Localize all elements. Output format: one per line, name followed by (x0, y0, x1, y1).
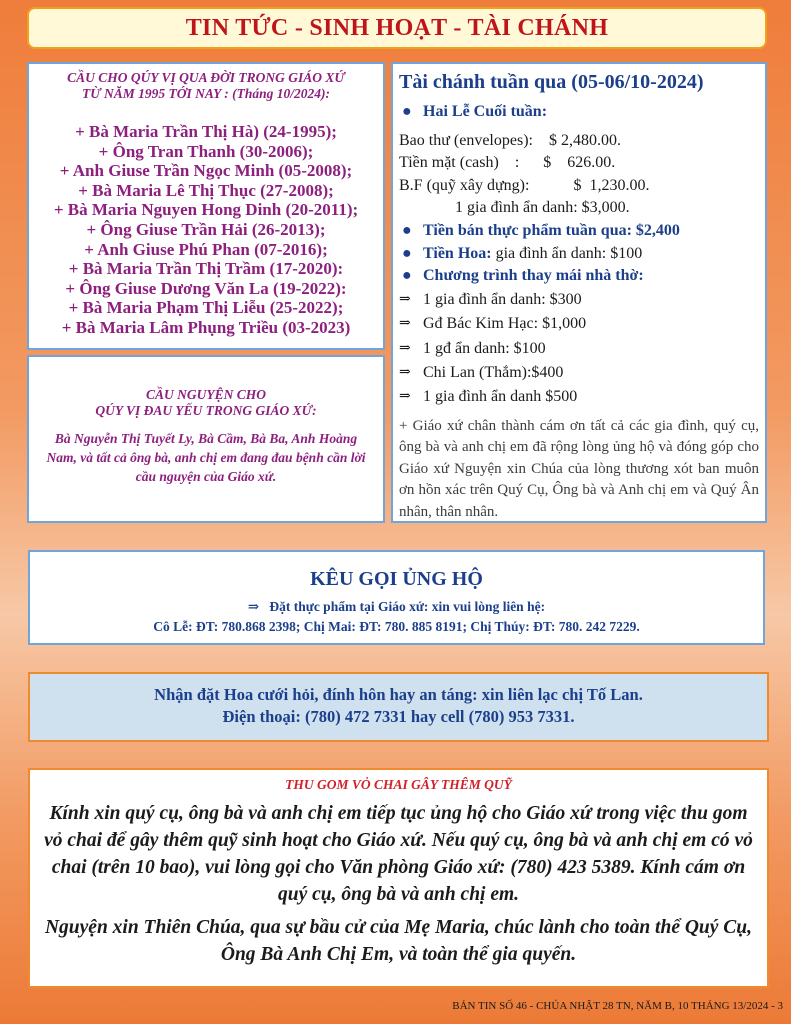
finance-cash: Tiền mặt (cash) : $ 626.00. (399, 154, 616, 172)
roof-donation (399, 288, 759, 312)
bottle-paragraph-2: Nguyện xin Thiên Chúa, qua sự bầu cử của Mẹ Maria, chúc lành cho toàn thể Quý Cụ, Ông Bà Anh Chị Em, và toàn thể gia quyến. (44, 917, 753, 965)
finance-weekend-label: Hai Lễ Cuối tuần: (423, 103, 548, 120)
memorial-name: + Bà Maria Phạm Thị Liễu (25-2022); (68, 298, 344, 318)
arrow-icon: ⇒ (399, 316, 411, 332)
memorial-name: + Bà Maria Nguyen Hong Dinh (20-2011); (53, 200, 359, 220)
arrow-icon: ⇒ (399, 389, 411, 405)
appeal-contacts: Cô Lễ: ĐT: 780.868 2398; Chị Mai: ĐT: 780. 885 8191; Chị Thúy: ĐT: 780. 242 7229. (153, 619, 640, 634)
prayer-heading-1: CẦU NGUYỆN CHO (145, 387, 266, 402)
finance-anonymous: 1 gia đình ẩn danh: $3,000. (455, 199, 630, 217)
memorial-name: + Anh Giuse Phú Phan (07-2016); (84, 239, 328, 259)
finance-building-fund: B.F (quỹ xây dựng): $ 1,230.00. (399, 176, 650, 194)
roof-donation-text: Gđ Bác Kim Hạc: $1,000 (423, 315, 587, 333)
memorial-name: + Ông Tran Thanh (30-2006); (98, 141, 314, 161)
roof-donation-text: 1 gđ ẩn danh: $100 (423, 339, 546, 357)
appeal-title: KÊU GỌI ỦNG HỘ (310, 568, 483, 590)
memorial-section (27, 62, 385, 350)
finance-envelopes: Bao thư (envelopes): $ 2,480.00. (399, 131, 621, 149)
memorial-name: + Bà Maria Lê Thị Thục (27-2008); (78, 180, 334, 200)
memorial-name: + Bà Maria Lâm Phụng Triều (03-2023) (61, 317, 351, 337)
page-footer: BẢN TIN SỐ 46 - CHÚA NHẬT 28 TN, NĂM B, 10 THÁNG 13/2024 - 3 (452, 1000, 783, 1012)
roof-donation (399, 337, 759, 361)
finance-flower-item (399, 243, 759, 266)
arrow-icon: ⇒ (399, 340, 411, 356)
flower-order-line-1: Nhận đặt Hoa cưới hỏi, đính hôn hay an táng: xin liên lạc chị Tố Lan. (154, 685, 643, 704)
roof-donation (399, 312, 759, 336)
bullet-icon: ● (402, 267, 412, 285)
page-title: TIN TỨC - SINH HOẠT - TÀI CHÁNH (185, 14, 609, 41)
finance-flower-label: Tiền Hoa: (423, 244, 492, 262)
arrow-icon: ⇒ (247, 599, 260, 614)
prayer-text: Bà Nguyễn Thị Tuyết Ly, Bà Cầm, Bà Ba, Anh Hoàng Nam, và tất cả ông bà, anh chị em đang đau bệnh cần lời cầu nguyện của Giáo xứ. (46, 431, 366, 484)
memorial-heading-2: TỪ NĂM 1995 TỚI NAY : (Tháng 10/2024): (81, 86, 331, 101)
finance-title: Tài chánh tuần qua (05-06/10-2024) (399, 71, 704, 93)
prayer-section (27, 355, 385, 523)
memorial-name: + Anh Giuse Trần Ngọc Minh (05-2008); (59, 161, 353, 181)
finance-food-label: Tiền bán thực phẩm tuần qua: $2,400 (423, 221, 680, 239)
memorial-heading-1: CẦU CHO QÚY VỊ QUA ĐỜI TRONG GIÁO XỨ (67, 70, 345, 85)
arrow-icon: ⇒ (399, 291, 411, 307)
memorial-name: + Ông Giuse Dương Văn La (19-2022): (65, 278, 347, 298)
finance-thanks: + Giáo xứ chân thành cám ơn tất cả các gia đình, quý cụ, ông bà và anh chị em đã rộng lòng ủng hộ và đóng góp cho Giáo xứ Nguyện xin Chúa của lòng thương xót ban muôn ơn hồn xác trên Quý Cụ, Ông bà và Anh chị em và Quý Ân nhân, thân nhân. (399, 417, 759, 520)
appeal-line-1 (30, 597, 763, 617)
finance-food-item (399, 220, 759, 243)
appeal-food-order: Đặt thực phẩm tại Giáo xứ: xin vui lòng liên hệ: (269, 599, 546, 614)
appeal-section (28, 550, 765, 645)
finance-section (391, 62, 767, 523)
page-title-bar (27, 7, 767, 49)
finance-roof-item (399, 265, 759, 288)
bottle-paragraph-1: Kính xin quý cụ, ông bà và anh chị em tiếp tục ủng hộ cho Giáo xứ trong việc thu gom vỏ chai để gây thêm quỹ sinh hoạt cho Giáo xứ. Nếu quý cụ, ông bà và anh chị em có vỏ chai (trên 10 bao), vui lòng gọi cho Văn phòng Giáo xứ: (780) 423 5389. Kính cám ơn quý cụ, ông bà và anh chị em. (44, 803, 753, 905)
bottle-heading: THU GOM VỎ CHAI GÂY THÊM QUỸ (285, 777, 512, 792)
roof-donation-text: Chi Lan (Thắm):$400 (423, 363, 564, 381)
bullet-icon: ● (402, 244, 412, 262)
flower-order-section (28, 672, 769, 742)
flower-order-line-2: Điện thoại: (780) 472 7331 hay cell (780) 953 7331. (222, 707, 575, 726)
memorial-name: + Ông Giuse Trần Hải (26-2013); (86, 219, 326, 239)
roof-donation (399, 385, 759, 409)
bullet-icon: ● (402, 103, 412, 120)
memorial-name: + Bà Maria Trần Thị Hà) (24-1995); (75, 122, 337, 141)
finance-roof-label: Chương trình thay mái nhà thờ: (423, 267, 644, 285)
finance-weekend-item (399, 101, 759, 124)
memorial-name-list (29, 122, 383, 338)
bullet-icon: ● (402, 221, 412, 239)
bottle-collection-section (28, 768, 769, 988)
roof-donation-text: 1 gia đình ẩn danh $500 (423, 388, 578, 406)
arrow-icon: ⇒ (399, 364, 411, 380)
roof-donation (399, 361, 759, 385)
roof-donation-text: 1 gia đình ẩn danh: $300 (423, 290, 582, 308)
memorial-name: + Bà Maria Trần Thị Trầm (17-2020): (68, 259, 344, 279)
finance-flower-value: gia đình ẩn danh: $100 (491, 244, 643, 262)
prayer-heading-2: QÚY VỊ ĐAU YẾU TRONG GIÁO XỨ: (95, 403, 317, 418)
